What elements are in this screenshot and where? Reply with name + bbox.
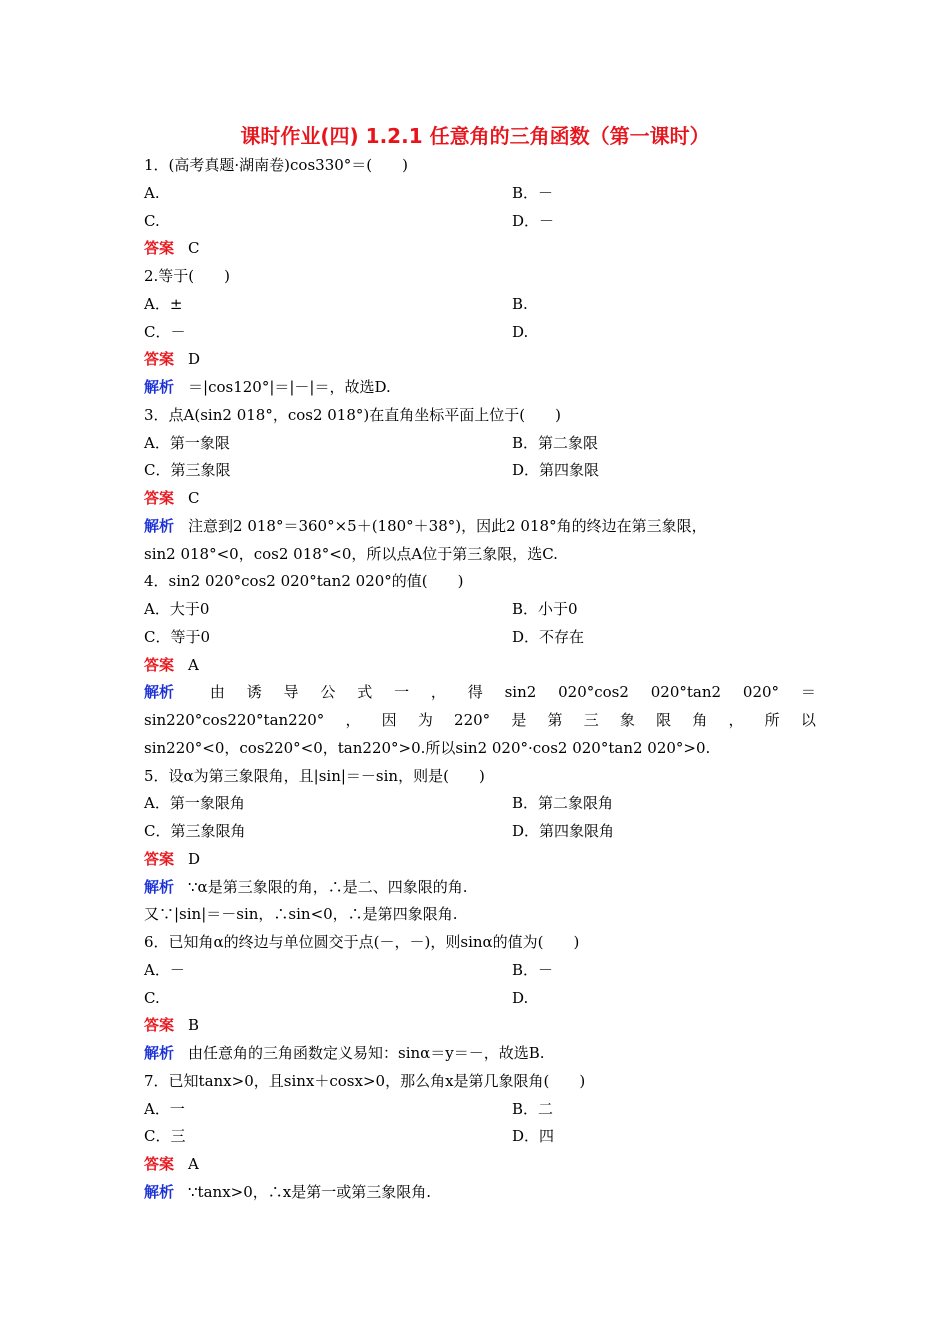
analysis-text: ∵tanx>0，∴x是第一或第三象限角.: [188, 1182, 431, 1201]
question-3-options-row-1: [144, 430, 816, 458]
question-6-options-row-1: [144, 957, 816, 985]
answer-value: C: [188, 239, 200, 258]
analysis-token: 一: [394, 683, 410, 702]
option-a: A．大于0: [144, 600, 210, 618]
analysis-token: 020°: [742, 683, 780, 702]
analysis-token: 因: [381, 711, 397, 729]
question-1-options-row-2: [144, 208, 816, 236]
analysis-token: 以: [800, 711, 816, 729]
question-3-options-row-2: [144, 457, 816, 485]
question-5-answer: [144, 846, 816, 874]
analysis-token: 220°: [454, 711, 491, 729]
analysis-token: 诱: [246, 683, 262, 702]
question-7-stem: 7．已知tanx>0，且sinx＋cosx>0，那么角x是第几象限角( ): [144, 1071, 586, 1090]
analysis-token: sin220°cos220°tan220°: [144, 711, 325, 729]
analysis-token: 由: [209, 683, 225, 702]
analysis-token: 所: [764, 711, 780, 729]
question-5-analysis-line-1: [144, 874, 816, 902]
question-5-options-row-1: [144, 790, 816, 818]
option-d: D.: [512, 988, 529, 1007]
option-c: C．第三象限角: [144, 822, 246, 840]
option-b: B.: [512, 294, 528, 313]
analysis-label: 解析: [144, 516, 175, 535]
option-d: D.: [512, 322, 529, 341]
option-d: D．第四象限角: [512, 822, 615, 840]
option-a: A．第一象限角: [144, 794, 245, 813]
question-4-answer: [144, 652, 816, 680]
question-1-answer: [144, 235, 816, 263]
option-c: C．－: [144, 322, 186, 341]
question-3-stem: 3．点A(sin2 018°，cos2 018°)在直角坐标平面上位于( ): [144, 405, 561, 424]
question-5-options-row-2: [144, 818, 816, 846]
page-title: 课时作业(四) 1.2.1 任意角的三角函数（第一课时）: [240, 124, 710, 148]
question-3-analysis-line-1: [144, 513, 816, 541]
option-c: C.: [144, 211, 160, 230]
question-1-stem: 1．(高考真题·湖南卷)cos330°＝( ): [144, 156, 408, 174]
option-c: C．第三象限: [144, 461, 231, 480]
question-list: [144, 152, 816, 1207]
answer-label: 答案: [144, 489, 175, 507]
question-2-stem: 2.等于( ): [144, 267, 231, 285]
answer-value: C: [188, 489, 200, 507]
analysis-token: 象: [619, 711, 635, 729]
analysis-token: 020°tan2: [650, 683, 722, 702]
analysis-token: 020°cos2: [558, 683, 629, 702]
analysis-token: 得: [467, 683, 483, 702]
answer-label: 答案: [144, 1155, 175, 1173]
question-6-stem: 6．已知角α的终边与单位圆交于点(－，－)，则sinα的值为( ): [144, 933, 580, 951]
analysis-token: 公: [320, 683, 336, 702]
analysis-token: 是: [511, 711, 527, 729]
analysis-label: 解析: [144, 1044, 175, 1062]
question-4-stem: 4．sin2 020°cos2 020°tan2 020°的值( ): [144, 572, 464, 591]
option-a: A.: [144, 183, 160, 202]
question-7-options-row-1: [144, 1096, 816, 1124]
answer-value: B: [188, 1016, 200, 1035]
analysis-token: 为: [417, 711, 433, 729]
analysis-token: 第: [547, 711, 563, 729]
question-2-options-row-2: [144, 319, 816, 347]
option-d: D．－: [512, 211, 555, 230]
analysis-label: 解析: [144, 1182, 175, 1201]
option-c: C．等于0: [144, 627, 211, 646]
option-c: C.: [144, 988, 160, 1007]
analysis-text: ＝|cos120°|＝|－|＝，故选D.: [188, 378, 391, 396]
analysis-token: 三: [583, 711, 599, 729]
analysis-label: 解析: [144, 683, 175, 702]
answer-value: D: [188, 849, 201, 868]
option-a: A．一: [144, 1099, 185, 1118]
analysis-token: 式: [357, 683, 373, 702]
analysis-token: sin2: [504, 683, 537, 702]
analysis-text: 注意到2 018°＝360°×5＋(180°＋38°)，因此2 018°角的终边在第三象限，: [188, 516, 707, 535]
question-6-options-row-2: [144, 985, 816, 1013]
option-a: A．±: [144, 294, 183, 313]
option-b: B．－: [512, 183, 554, 202]
question-2-options-row-1: [144, 291, 816, 319]
answer-label: 答案: [144, 239, 175, 258]
analysis-token: ＝: [800, 683, 816, 702]
question-7-answer: [144, 1151, 816, 1179]
answer-label: 答案: [144, 655, 175, 674]
question-2-answer: [144, 346, 816, 374]
question-7-analysis: [144, 1179, 816, 1207]
answer-value: D: [188, 350, 201, 369]
question-4-analysis-line-2: [144, 707, 816, 735]
answer-label: 答案: [144, 1016, 175, 1035]
question-6-analysis: [144, 1040, 816, 1068]
question-3-analysis-line-2: sin2 018°<0，cos2 018°<0，所以点A位于第三象限，选C.: [144, 544, 558, 563]
option-d: D．四: [512, 1127, 555, 1146]
question-1-options-row-1: [144, 180, 816, 208]
option-b: B．第二象限: [512, 433, 599, 452]
analysis-token: 角: [692, 711, 708, 729]
analysis-label: 解析: [144, 877, 175, 896]
answer-value: A: [188, 1155, 199, 1173]
analysis-token: ，: [430, 683, 446, 702]
option-a: A．第一象限: [144, 433, 230, 452]
option-d: D．不存在: [512, 627, 585, 646]
option-b: B．第二象限角: [512, 794, 614, 813]
option-d: D．第四象限: [512, 461, 600, 480]
question-7-options-row-2: [144, 1123, 816, 1151]
question-4-analysis-line-1: [144, 679, 816, 707]
analysis-token: ，: [728, 711, 744, 729]
analysis-token: ，: [345, 711, 361, 729]
question-6-answer: [144, 1012, 816, 1040]
question-4-analysis-line-3: sin220°<0，cos220°<0，tan220°>0.所以sin2 020°·cos2 020°tan2 020°>0.: [144, 738, 711, 757]
analysis-token: 导: [283, 683, 299, 702]
option-c: C．三: [144, 1127, 186, 1146]
answer-value: A: [188, 655, 199, 674]
answer-label: 答案: [144, 849, 175, 868]
option-b: B．－: [512, 960, 554, 979]
option-b: B．二: [512, 1099, 554, 1118]
analysis-token: 限: [656, 711, 672, 729]
analysis-text: ∵α是第三象限的角，∴是二、四象限的角.: [188, 877, 468, 896]
question-2-analysis: [144, 374, 816, 402]
option-b: B．小于0: [512, 600, 578, 618]
question-4-options-row-2: [144, 624, 816, 652]
question-3-answer: [144, 485, 816, 513]
analysis-text: 由任意角的三角函数定义易知：sinα＝y＝－，故选B.: [188, 1044, 545, 1062]
question-5-stem: 5．设α为第三象限角，且|sin|＝－sin，则是( ): [144, 766, 485, 785]
analysis-label: 解析: [144, 378, 175, 396]
question-5-analysis-line-2: 又∵|sin|＝－sin，∴sin<0，∴是第四象限角.: [144, 905, 458, 924]
question-4-options-row-1: [144, 596, 816, 624]
option-a: A．－: [144, 960, 185, 979]
answer-label: 答案: [144, 350, 175, 369]
